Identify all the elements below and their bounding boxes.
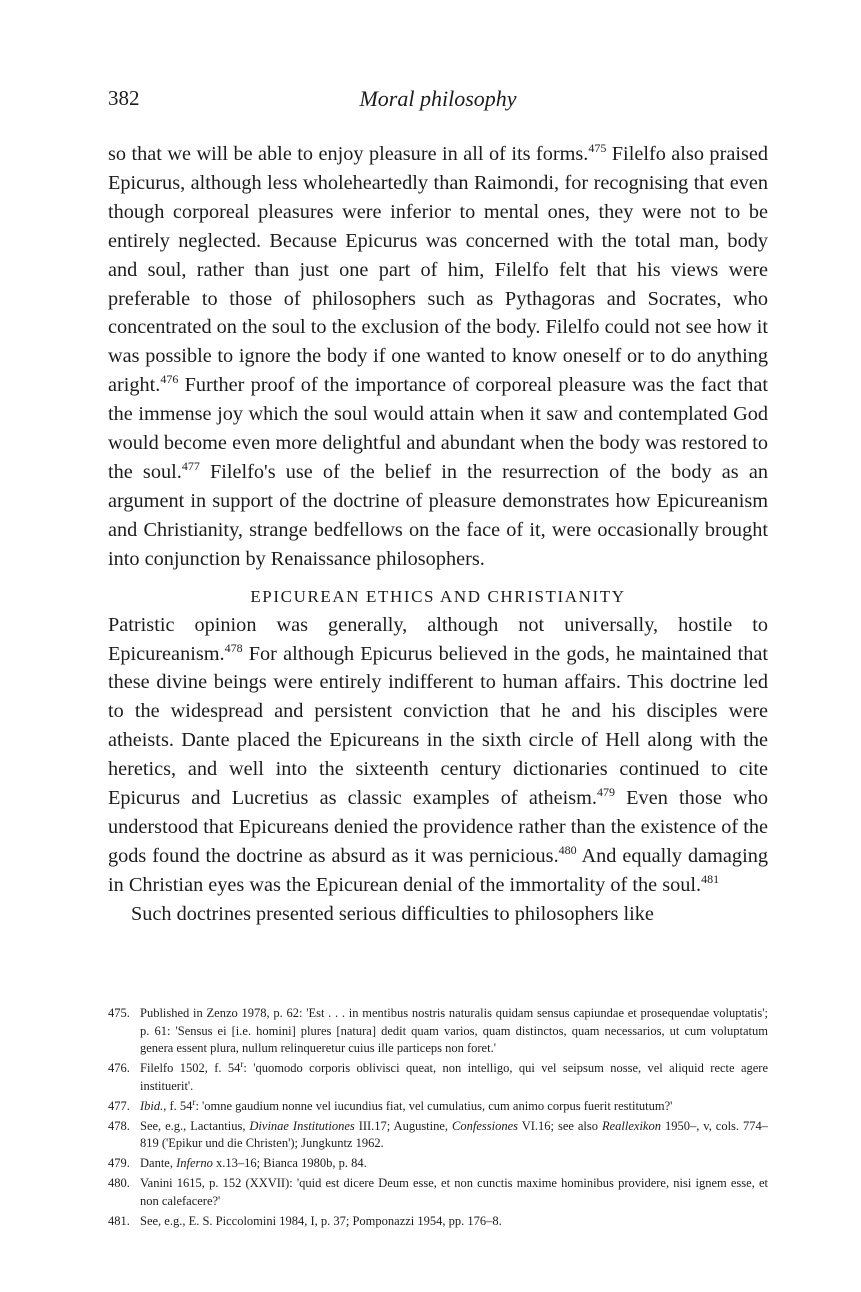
text-run: For although Epicurus believed in the gods, he maintained that these divine beings were entirely indifferent to human affairs. This doctrine led to the widespread and persistent conviction that he and his disciples were atheists. Dante placed the Epicureans in the sixth circle of Hell along with the heretics, and well into the sixteenth century dictionaries continued to cite Epicurus and Lucretius as classic examples of atheism.	[108, 642, 768, 810]
page-number: 382	[108, 86, 140, 110]
footnote-italic-text: Divinae Institutiones	[249, 1118, 355, 1133]
footnotes	[108, 1005, 768, 1233]
footnote-superscript: r	[192, 1096, 196, 1107]
text-run: Such doctrines presented serious difficulties to philosophers like	[131, 902, 654, 925]
footnote-italic-text: Inferno	[176, 1156, 213, 1171]
main-text	[108, 140, 768, 929]
note-ref-477: 477	[181, 458, 200, 473]
footnote-number: 478.	[108, 1118, 130, 1133]
text-run: Even those who understood that Epicureans denied the providence rather than the existence of the gods found the doctrine as absurd as it was pernicious.	[108, 787, 768, 867]
footnote-number: 476.	[108, 1061, 130, 1076]
footnote-481	[108, 1213, 768, 1231]
note-ref-475: 475	[588, 141, 607, 155]
footnote-text: Vanini 1615, p. 152 (XXVII): 'quid est dicere Deum esse, et non cunctis maxime hominibus providere, nisi ignem esse, et non calefacere?'	[140, 1176, 768, 1208]
footnote-text: : 'quomodo corporis oblivisci queat, non intelligo, qui vel seipsum nosse, vel aliquid recte agere instituerit'.	[140, 1061, 769, 1093]
footnote-number: 481.	[108, 1214, 130, 1229]
paragraph-1	[108, 140, 768, 574]
note-ref-479: 479	[596, 785, 615, 800]
text-run: Filelfo's use of the belief in the resurrection of the body as an argument in support of the doctrine of pleasure demonstrates how Epicureanism and Christianity, strange bedfellows on the face of it, were occasionally brought into conjunction by Renaissance philosophers.	[108, 460, 768, 570]
footnote-478	[108, 1118, 768, 1153]
footnote-text: , f. 54	[163, 1098, 193, 1113]
running-head	[108, 86, 768, 120]
footnote-text: VI.16; see also	[518, 1118, 602, 1133]
running-title: Moral philosophy	[359, 86, 517, 111]
footnote-text: x.13–16; Bianca 1980b, p. 84.	[212, 1156, 367, 1171]
footnote-text: Dante,	[140, 1156, 177, 1171]
section-heading: EPICUREAN ETHICS AND CHRISTIANITY	[250, 586, 626, 606]
footnote-text: Filelfo 1502, f. 54	[140, 1061, 241, 1076]
footnote-number: 477.	[108, 1098, 130, 1113]
footnote-italic-text: Reallexikon	[601, 1118, 661, 1133]
footnote-text: 1950–, v, cols. 774–819 ('Epikur und die Christen'); Jungkuntz 1962.	[140, 1118, 768, 1151]
paragraph-3	[108, 900, 768, 929]
text-run: And equally damaging in Christian eyes was the Epicurean denial of the immortality of the soul.	[108, 844, 768, 896]
footnote-text: See, e.g., E. S. Piccolomini 1984, I, p. 37; Pomponazzi 1954, pp. 176–8.	[140, 1214, 502, 1229]
footnote-476	[108, 1060, 768, 1095]
footnote-number: 480.	[108, 1176, 130, 1191]
text-run: Patristic opinion was generally, although not universally, hostile to Epicureanism.	[108, 613, 768, 665]
footnote-superscript: r	[240, 1059, 244, 1070]
footnote-number: 475.	[108, 1006, 130, 1020]
text-run: Filelfo also praised Epicurus, although less wholeheartedly than Raimondi, for recognising that even though corporeal pleasures were inferior to mental ones, they were not to be entirely neglected. Because Epicurus was concerned with the total man, body and soul, rather than just one part of him, Filelfo felt that his views were preferable to those of philosophers such as Pythagoras and Socrates, who concentrated on the soul to the exclusion of the body. Filelfo could not see how it was possible to ignore the body if one wanted to know oneself or to do anything aright.	[108, 143, 768, 397]
text-run: so that we will be able to enjoy pleasure in all of its forms.	[108, 143, 589, 165]
paragraph-2	[108, 611, 768, 900]
note-ref-481: 481	[701, 871, 720, 886]
footnote-text: See, e.g., Lactantius,	[140, 1118, 250, 1133]
footnote-479	[108, 1155, 768, 1173]
note-ref-480: 480	[558, 842, 577, 857]
footnote-text: : 'omne gaudium nonne vel iucundius fiat, vel cumulatius, cum animo corpus fuerit restitutum?'	[195, 1098, 673, 1113]
footnote-480	[108, 1175, 768, 1210]
footnote-number: 479.	[108, 1156, 130, 1171]
footnote-italic-text: Ibid.	[140, 1098, 164, 1113]
footnote-italic-text: Confessiones	[452, 1118, 518, 1133]
note-ref-476: 476	[160, 372, 179, 387]
text-run: Further proof of the importance of corporeal pleasure was the fact that the immense joy which the soul would attain when it saw and contemplated God would become even more delightful and abundant when the body was restored to the soul.	[108, 374, 768, 483]
note-ref-478: 478	[224, 640, 243, 655]
footnote-text: Published in Zenzo 1978, p. 62: 'Est . . . in mentibus nostris naturalis quidam sensus capiundae et prosequendae voluptatis'; p. 61: 'Sensus ei [i.e. homini] plures [natura] dedit quam varios, quam distinctos, quam necessarios, ut cum voluptatum genera essent plura, nullum relinqueretur cuius ille particeps non foret.'	[140, 1006, 768, 1055]
footnote-477	[108, 1098, 768, 1116]
footnote-text: III.17; Augustine,	[354, 1118, 453, 1133]
footnote-475	[108, 1005, 768, 1058]
